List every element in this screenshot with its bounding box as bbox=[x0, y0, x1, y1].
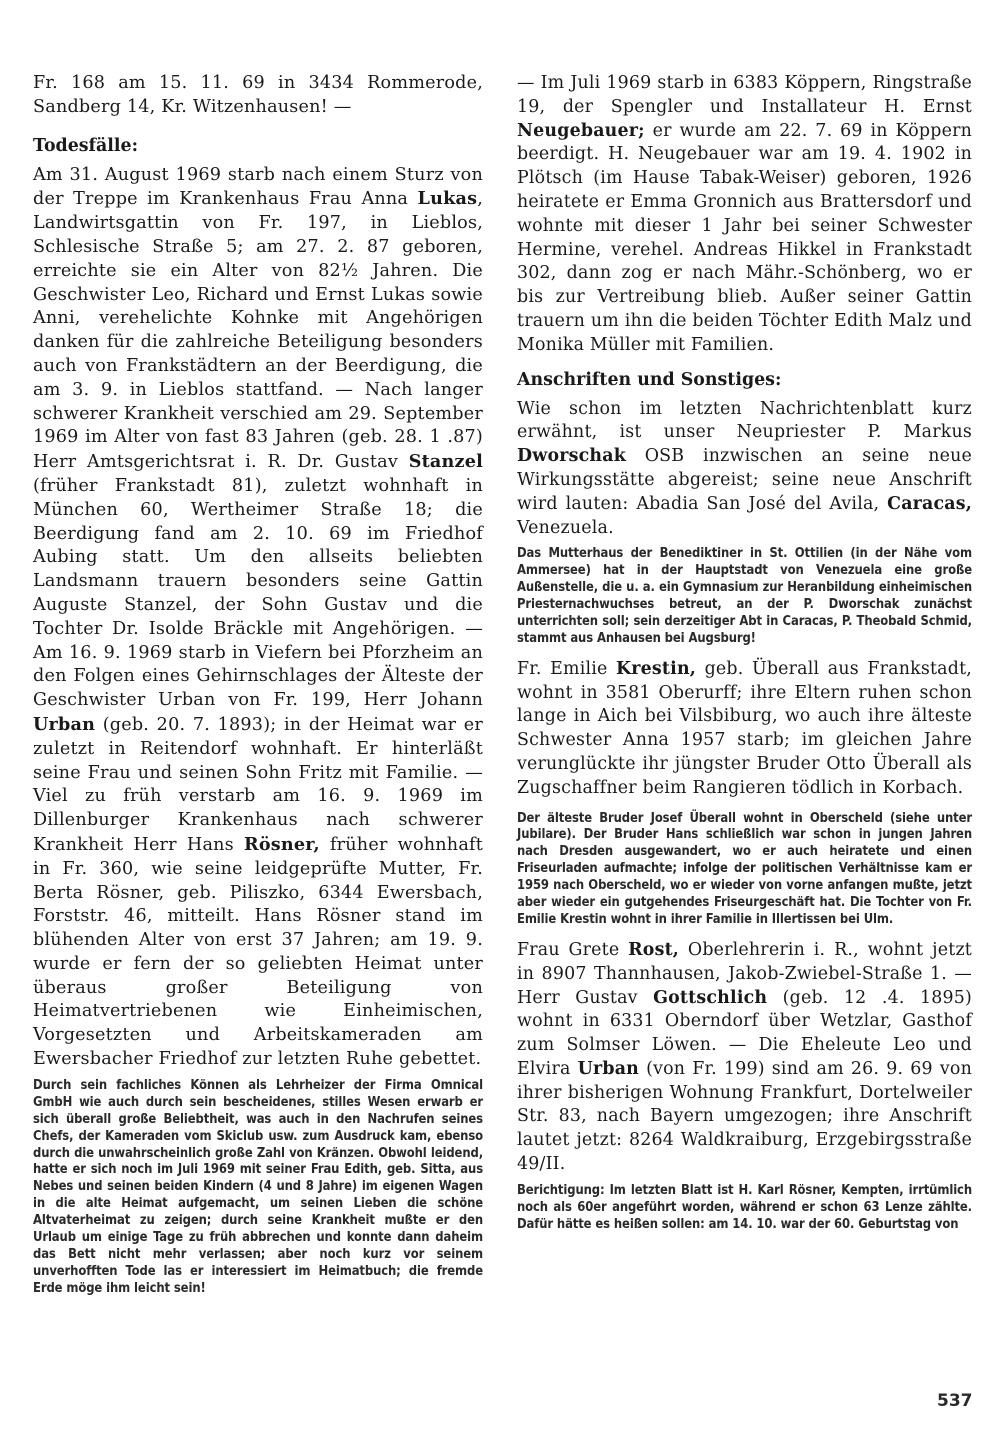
paragraph-neugebauer: — Im Juli 1969 starb in 6383 Köppern, Ringstraße 19, der Spengler und Installateur H. Ernst Neugebauer; er wurde am 22. 7. 69 in Köppern beerdigt. H. Neugebauer war am 19. 4. 1902 in Plötsch (im Hause Tabak-Weiser) geboren, 1926 heiratete er Emma Gronnich aus Brattersdorf und wohnte mit dieser 1 Jahr bei seiner Schwester Hermine, verehel. Andreas Hikkel in Frankstadt 302, dann zog er nach Mähr.-Schönberg, wo er bis zur Vertreibung blieb. Außer seiner Gattin trauern um ihn die beiden Töchter Edith Malz und Monika Müller mit Familien. bbox=[517, 73, 972, 355]
paragraph-deaths: Am 31. August 1969 starb nach einem Sturz von der Treppe im Krankenhaus Frau Anna Lukas, Landwirtsgattin von Fr. 197, in Lieblos, Schlesische Straße 5; am 27. 2. 87 geboren, erreichte sie ein Alter von 82½ Jahren. Die Geschwister Leo, Richard und Ernst Lukas sowie Anni, verehelichte Kohnke mit Angehörigen danken für die zahlreiche Beteiligung besonders auch von Frankstädtern an der Beerdigung, die am 3. 9. in Lieblos stattfand. — Nach langer schwerer Krankheit verschied am 29. September 1969 im Alter von fast 83 Jahren (geb. 28. 1 .87) Herr Amtsgerichtsrat i. R. Dr. Gustav Stanzel (früher Frankstadt 81), zuletzt wohnhaft in München 60, Wertheimer Straße 18; die Beerdigung fand am 2. 10. 69 im Friedhof Aubing statt. Um den allseits beliebten Landsmann trauern besonders seine Gattin Auguste Stanzel, der Sohn Gustav und die Tochter Dr. Isolde Bräckle mit Angehörigen. — Am 16. 9. 1969 starb in Viefern bei Pforzheim an den Folgen eines Gehirnschlages der Älteste der Geschwister Urban von Fr. 199, Herr Johann Urban (geb. 20. 7. 1893); in der Heimat war er zuletzt in Reitendorf wohnhaft. Er hinterläßt seine Frau und seinen Sohn Fritz mit Familie. — Viel zu früh verstarb am 16. 9. 1969 im Dillenburger Krankenhaus nach schwerer Krankheit Herr Hans Rösner, früher wohnhaft in Fr. 360, wie seine leidgeprüfte Mutter, Fr. Berta Rösner, geb. Piliszko, 6344 Ewersbach, Forststr. 46, mitteilt. Hans Rösner stand im blühenden Alter von erst 37 Jahren; am 19. 9. wurde er fern der so geliebten Heimat unter überaus großer Beteiligung von Heimatvertriebenen wie Einheimischen, Vorgesetzten und Arbeitskameraden am Ewersbacher Friedhof zur letzten Ruhe gebettet. bbox=[33, 164, 483, 1070]
note-roesner: Durch sein fachliches Können als Lehrheizer der Firma Omnical GmbH wie auch durch sein bescheidenes, stilles Wesen erwarb er sich überall große Beliebtheit, was auch in den Nachrufen seines Chefs, der Kameraden vom Skiclub usw. zum Ausdruck kam, ebenso durch die unwahrscheinlich große Zahl von Kränzen. Obwohl leidend, hatte er sich noch im Juli 1969 mit seiner Frau Edith, geb. Sitta, aus Nebes und seinen beiden Kindern (4 und 8 Jahre) im eigenen Wagen in die alte Heimat aufgemacht, um seinen Lieben die schöne Altvaterheimat zu zeigen; durch seine Krankheit mußte er den Urlaub um einige Tage zu früh abbrechen und konnte dann daheim das Bett nicht mehr verlassen; aber noch kurz vor seinem unverhofften Tode las er interessiert im Heimatbuch; die fremde Erde möge ihm leicht sein! bbox=[33, 1077, 483, 1296]
note-berichtigung: Berichtigung: Im letzten Blatt ist H. Karl Rösner, Kempten, irrtümlich noch als 60er angeführt worden, während er schon 63 Lenze zählte. Dafür hätte es heißen sollen: am 14. 10. war der 60. Geburtstag von bbox=[517, 1182, 972, 1232]
note-ueberall: Der älteste Bruder Josef Überall wohnt in Oberscheld (siehe unter Jubilare). Der Bruder Hans schließlich war schon in jungen Jahren nach Dresden ausgewandert, wo er auch heiratete und einen Friseurladen aufmachte; infolge der politischen Verhältnisse kam er 1959 nach Oberscheld, wo er wieder von vorne anfangen mußte, jetzt aber wieder ein gutgehendes Friseurgeschäft hat. Die Tochter von Fr. Emilie Krestin wohnt in ihrer Familie in Illertissen bei Ulm. bbox=[517, 810, 972, 927]
page-number: 537 bbox=[937, 1391, 973, 1411]
heading-todesfaelle: Todesfälle: bbox=[33, 135, 139, 156]
paragraph-left-intro: Fr. 168 am 15. 11. 69 in 3434 Rommerode, Sandberg 14, Kr. Witzenhausen! — bbox=[33, 73, 483, 117]
left-column bbox=[33, 72, 483, 1298]
paragraph-krestin: Fr. Emilie Krestin, geb. Überall aus Frankstadt, wohnt in 3581 Oberurff; ihre Eltern ruhen schon lange in Aich bei Vilsbiburg, wo auch ihre älteste Schwester Anna 1957 starb; im gleichen Jahre verunglückte ihr jüngster Bruder Otto Überall als Zugschaffner beim Rangieren tödlich in Korbach. bbox=[517, 658, 972, 798]
paragraph-dworschak: Wie schon im letzten Nachrichtenblatt kurz erwähnt, ist unser Neupriester P. Markus Dworschak OSB inzwischen an seine neue Wirkungsstätte abgereist; seine neue Anschrift wird lauten: Abadia San José del Avila, Caracas, Venezuela. bbox=[517, 398, 972, 538]
heading-anschriften: Anschriften und Sonstiges: bbox=[517, 369, 782, 390]
note-benediktiner: Das Mutterhaus der Benediktiner in St. Ottilien (in der Nähe vom Ammersee) hat in der Hauptstadt von Venezuela eine große Außenstelle, die u. a. ein Gymnasium zur Heranbildung einheimischen Priesternachwuchses betreut, an der P. Dworschak zunächst unterrichten soll; sein derzeitiger Abt in Caracas, P. Theobald Schmid, stammt aus Anhausen bei Augsburg! bbox=[517, 546, 972, 646]
right-column bbox=[517, 72, 972, 1234]
paragraph-addresses: Frau Grete Rost, Oberlehrerin i. R., wohnt jetzt in 8907 Thannhausen, Jakob-Zwiebel-Straße 1. — Herr Gustav Gottschlich (geb. 12 .4. 1895) wohnt in 6331 Oberndorf über Wetzlar, Gasthof zum Solmser Löwen. — Die Eheleute Leo und Elvira Urban (von Fr. 199) sind am 26. 9. 69 von ihrer bisherigen Wohnung Frankfurt, Dortelweiler Str. 83, nach Bayern umgezogen; ihre Anschrift lautet jetzt: 8264 Waldkraiburg, Erzgebirgsstraße 49/II. bbox=[517, 939, 972, 1175]
